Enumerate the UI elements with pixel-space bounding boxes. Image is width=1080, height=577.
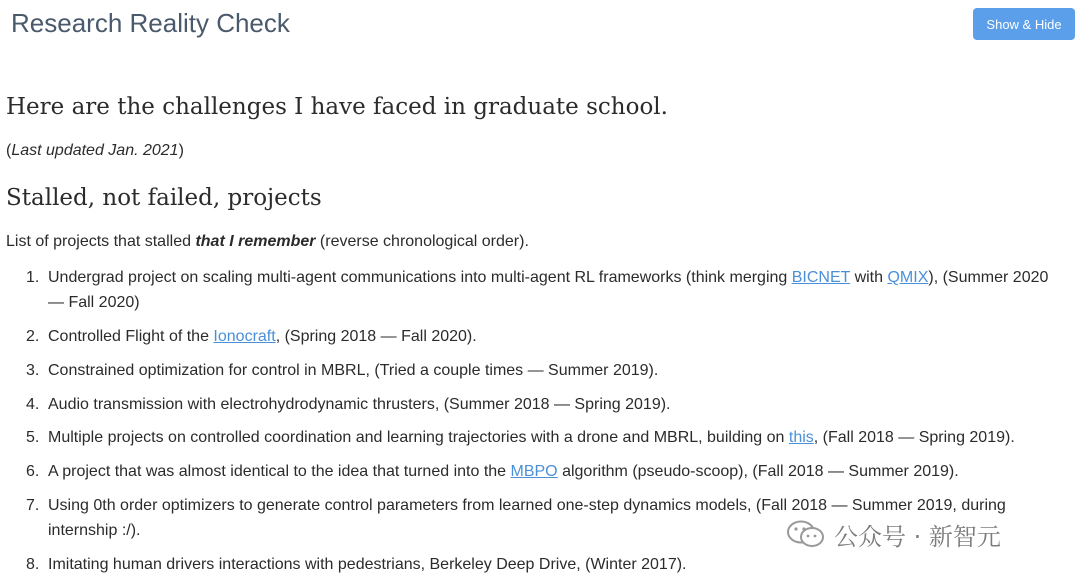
list-number: 7. bbox=[26, 497, 40, 514]
show-hide-button[interactable]: Show & Hide bbox=[973, 8, 1075, 40]
page-heading: Here are the challenges I have faced in graduate school. bbox=[6, 94, 668, 120]
intro-emphasis: that I remember bbox=[195, 233, 316, 250]
bicnet-link[interactable]: BICNET bbox=[791, 269, 851, 286]
text-segment: with bbox=[850, 269, 888, 286]
list-item bbox=[26, 392, 1056, 417]
intro-suffix: (reverse chronological order). bbox=[315, 233, 529, 250]
text-segment: ), (Summer 2020 — Fall 2020) bbox=[48, 269, 1049, 311]
updated-text: Last updated Jan. 2021 bbox=[11, 142, 179, 159]
site-title[interactable]: Research Reality Check bbox=[11, 8, 290, 38]
list-text bbox=[48, 425, 1056, 450]
list-item bbox=[26, 324, 1056, 349]
list-number: 1. bbox=[26, 269, 40, 286]
list-text bbox=[48, 265, 1056, 315]
list-item bbox=[26, 425, 1056, 450]
text-segment: Controlled Flight of the bbox=[48, 328, 214, 345]
mbpo-link[interactable]: MBPO bbox=[510, 463, 558, 480]
updated-open: ( bbox=[6, 142, 12, 159]
list-text: Audio transmission with electrohydrodynamic thrusters, (Summer 2018 — Spring 2019). bbox=[48, 396, 671, 413]
qmix-link[interactable]: QMIX bbox=[887, 269, 929, 286]
list-item bbox=[26, 358, 1056, 383]
list-item bbox=[26, 552, 1056, 577]
text-segment: A project that was almost identical to the idea that turned into the bbox=[48, 463, 511, 480]
this-link[interactable]: this bbox=[788, 429, 814, 446]
list-number: 4. bbox=[26, 396, 40, 413]
wechat-icon bbox=[786, 519, 826, 549]
text-segment: Undergrad project on scaling multi-agent communications into multi-agent RL frameworks (think merging bbox=[48, 269, 792, 286]
list-number: 6. bbox=[26, 463, 40, 480]
ionocraft-link[interactable]: Ionocraft bbox=[213, 328, 276, 345]
list-text: Imitating human drivers interactions with pedestrians, Berkeley Deep Drive, (Winter 2017). bbox=[48, 556, 687, 573]
list-number: 5. bbox=[26, 429, 40, 446]
text-segment: , (Fall 2018 — Spring 2019). bbox=[813, 429, 1015, 446]
list-text: Using 0th order optimizers to generate control parameters from learned one-step dynamics models, (Fall 2018 — Summer 2019, during internship :/). bbox=[48, 497, 1006, 539]
list-number: 2. bbox=[26, 328, 40, 345]
watermark-text: 公众号 · 新智元 bbox=[834, 522, 1001, 551]
section-title: Stalled, not failed, projects bbox=[6, 185, 322, 211]
list-item bbox=[26, 459, 1056, 484]
intro-text bbox=[6, 233, 529, 251]
list-number: 8. bbox=[26, 556, 40, 573]
list-text: Constrained optimization for control in MBRL, (Tried a couple times — Summer 2019). bbox=[48, 362, 659, 379]
intro-prefix: List of projects that stalled bbox=[6, 233, 196, 250]
updated-close: ) bbox=[178, 142, 184, 159]
last-updated bbox=[6, 142, 184, 160]
list-text bbox=[48, 459, 1056, 484]
list-number: 3. bbox=[26, 362, 40, 379]
watermark bbox=[786, 518, 1001, 550]
text-segment: Multiple projects on controlled coordination and learning trajectories with a drone and MBRL, building on bbox=[48, 429, 789, 446]
text-segment: , (Spring 2018 — Fall 2020). bbox=[275, 328, 477, 345]
text-segment: algorithm (pseudo-scoop), (Fall 2018 — Summer 2019). bbox=[557, 463, 959, 480]
list-text bbox=[48, 324, 1056, 349]
list-item bbox=[26, 265, 1056, 315]
